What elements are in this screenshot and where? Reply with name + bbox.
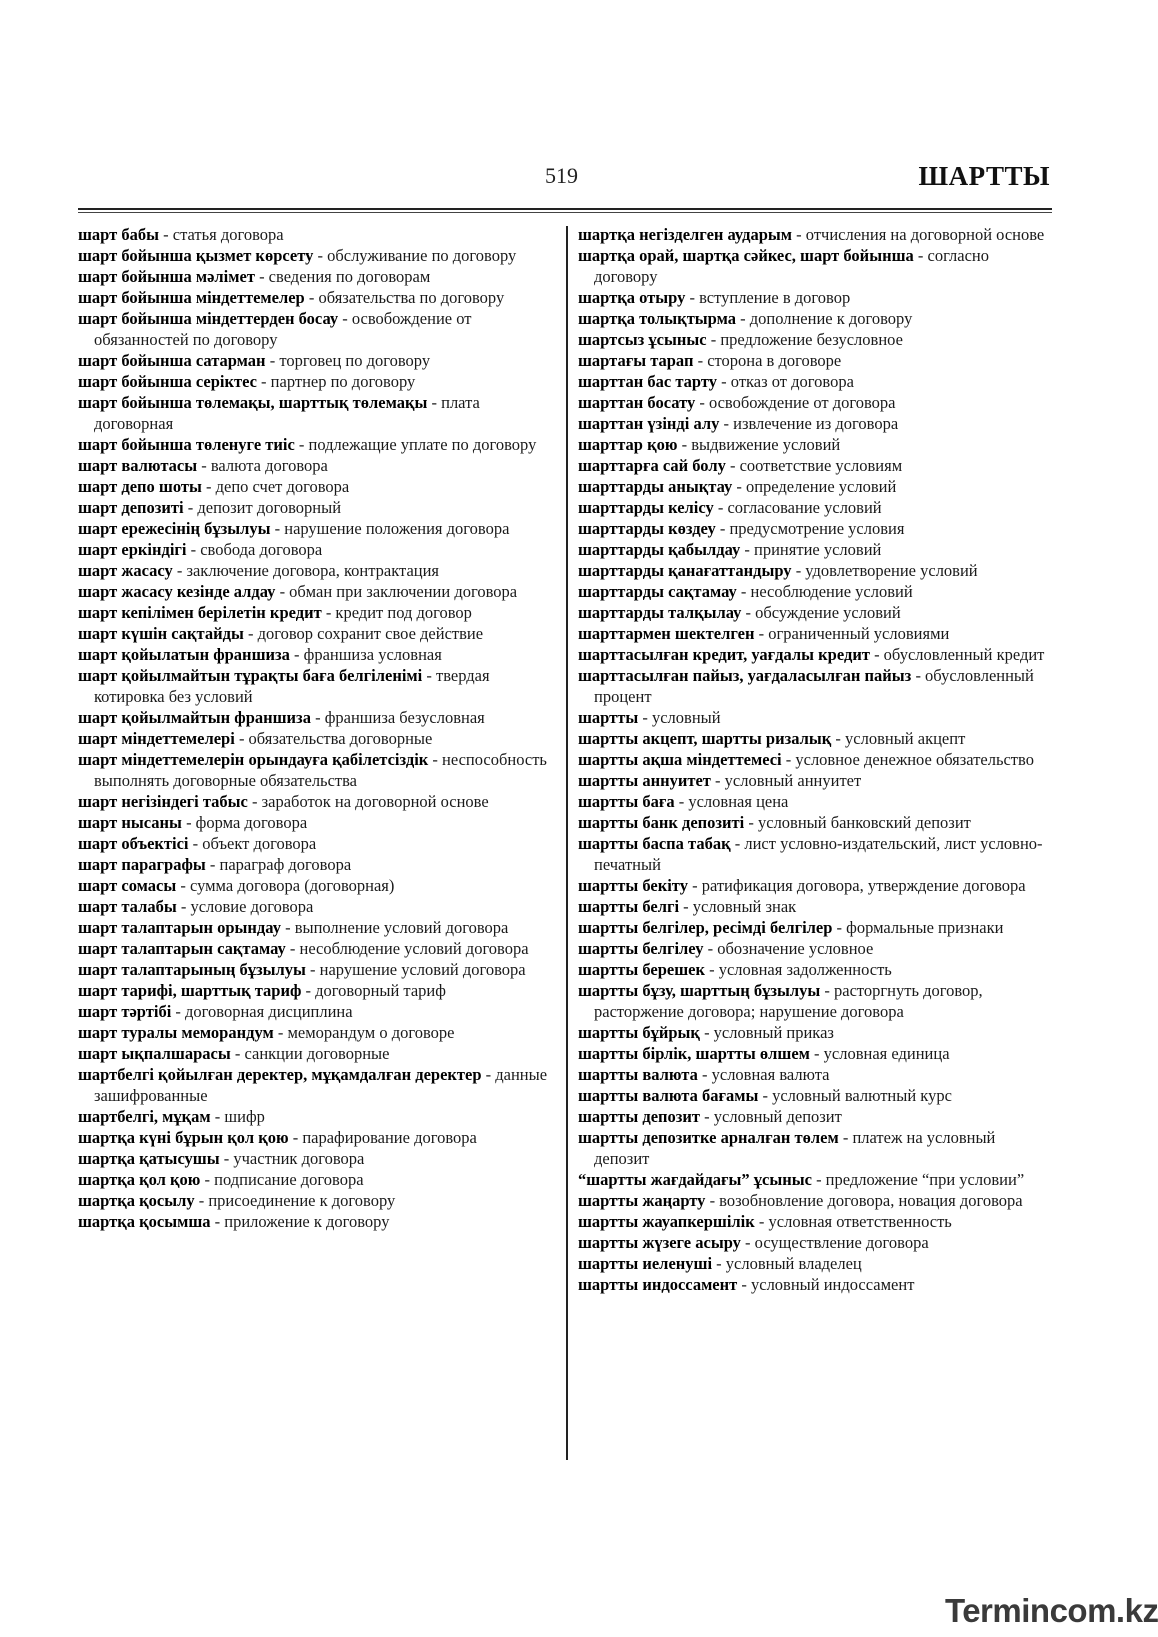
- entry-term: шартты белгі: [578, 897, 680, 916]
- dictionary-entry: [78, 371, 558, 392]
- dictionary-entry: [78, 560, 558, 581]
- dictionary-entry: [578, 1253, 1052, 1274]
- entry-definition: - условный приказ: [699, 1023, 834, 1042]
- entry-term: шартты бұзу, шарттың бұзылуы: [578, 981, 821, 1000]
- entry-term: шартты аннуитет: [578, 771, 711, 790]
- dictionary-entry: [78, 623, 558, 644]
- entry-definition: - освобождение от договора: [695, 393, 896, 412]
- entry-term: шарттармен шектелген: [578, 624, 755, 643]
- dictionary-entry: [578, 1085, 1052, 1106]
- entry-term: шарттарды келісу: [578, 498, 714, 517]
- dictionary-entry: [578, 644, 1052, 665]
- dictionary-entry: [578, 707, 1052, 728]
- entry-term: шарт талаптарының бұзылуы: [78, 960, 306, 979]
- dictionary-entry: [578, 1190, 1052, 1211]
- dictionary-entry: [578, 350, 1052, 371]
- entry-definition: - условный аннуитет: [710, 771, 862, 790]
- entry-definition: - принятие условий: [740, 540, 882, 559]
- entry-term: шарт талабы: [78, 897, 177, 916]
- dictionary-entry: [578, 1274, 1052, 1295]
- entry-term: шартты бірлік, шартты өлшем: [578, 1044, 810, 1063]
- dictionary-entry: [78, 581, 558, 602]
- entry-definition: - нарушение положения договора: [270, 519, 510, 538]
- entry-definition: - условный индоссамент: [737, 1275, 915, 1294]
- entry-definition: - согласование условий: [713, 498, 882, 517]
- entry-term: “шартты жағдайдағы” ұсыныс: [578, 1170, 812, 1189]
- dictionary-entry: [578, 224, 1052, 245]
- dictionary-entry: [78, 308, 558, 350]
- dictionary-entry: [78, 497, 558, 518]
- entry-term: шартбелгі қойылған деректер, мұқамдалған деректер: [78, 1065, 482, 1084]
- entry-definition: - шифр: [210, 1107, 265, 1126]
- dictionary-entry: [578, 1127, 1052, 1169]
- dictionary-entry: [78, 476, 558, 497]
- entry-definition: - условный банковский депозит: [744, 813, 971, 832]
- entry-term: шарттарға сай болу: [578, 456, 726, 475]
- entry-term: шарттарды қанағаттандыру: [578, 561, 792, 580]
- entry-definition: - возобновление договора, новация договора: [705, 1191, 1023, 1210]
- entry-definition: - кредит под договор: [321, 603, 472, 622]
- entry-definition: - несоблюдение условий договора: [285, 939, 529, 958]
- entry-definition: - франшиза условная: [289, 645, 442, 664]
- entry-term: шарттарды талқылау: [578, 603, 742, 622]
- entry-term: шартты депозитке арналған төлем: [578, 1128, 839, 1147]
- dictionary-entry: [578, 308, 1052, 329]
- dictionary-entry: [78, 1064, 558, 1106]
- entry-definition: - сведения по договорам: [254, 267, 431, 286]
- dictionary-entry: [78, 644, 558, 665]
- entry-definition: - депо счет договора: [201, 477, 350, 496]
- entry-definition: - партнер по договору: [256, 372, 416, 391]
- dictionary-entry: [578, 959, 1052, 980]
- dictionary-entry: [578, 392, 1052, 413]
- entry-term: шартқа толықтырма: [578, 309, 736, 328]
- dictionary-entry: [78, 287, 558, 308]
- dictionary-entry: [578, 749, 1052, 770]
- dictionary-entry: [78, 1106, 558, 1127]
- dictionary-entry: [78, 959, 558, 980]
- entry-term: шарт нысаны: [78, 813, 182, 832]
- entry-term: шартқа негізделген аударым: [578, 225, 793, 244]
- entry-definition: - свобода договора: [186, 540, 323, 559]
- entry-term: шарттан бас тарту: [578, 372, 718, 391]
- entry-definition: - предложение безусловное: [706, 330, 903, 349]
- entry-term: шарт депозиті: [78, 498, 184, 517]
- entry-definition: - условное денежное обязательство: [781, 750, 1034, 769]
- entry-definition: - дополнение к договору: [735, 309, 913, 328]
- entry-term: шарт бабы: [78, 225, 160, 244]
- entry-definition: - расторгнуть договор, расторжение договора; нарушение договора: [594, 981, 983, 1021]
- dictionary-entry: [78, 1190, 558, 1211]
- dictionary-entry: [78, 1043, 558, 1064]
- entry-term: шартты берешек: [578, 960, 705, 979]
- dictionary-entry: [578, 812, 1052, 833]
- entry-definition: - приложение к договору: [210, 1212, 390, 1231]
- entry-term: шарт ережесінің бұзылуы: [78, 519, 271, 538]
- entry-definition: - договорная дисциплина: [171, 1002, 353, 1021]
- dictionary-entry: [578, 434, 1052, 455]
- dictionary-entry: [78, 980, 558, 1001]
- entry-definition: - объект договора: [188, 834, 317, 853]
- entry-definition: - осуществление договора: [740, 1233, 929, 1252]
- dictionary-entry: [578, 896, 1052, 917]
- entry-definition: - ограниченный условиями: [754, 624, 950, 643]
- dictionary-entry: [78, 707, 558, 728]
- dictionary-entry: [578, 833, 1052, 875]
- entry-term: шартты иеленуші: [578, 1254, 713, 1273]
- entry-definition: - условный знак: [679, 897, 797, 916]
- entry-term: шарт бойынша қызмет көрсету: [78, 246, 314, 265]
- entry-definition: - отказ от договора: [717, 372, 854, 391]
- dictionary-entry: [78, 1169, 558, 1190]
- dictionary-entry: [78, 266, 558, 287]
- entry-definition: - условный: [638, 708, 721, 727]
- entry-definition: - освобождение от обязанностей по договору: [94, 309, 472, 349]
- entry-definition: - обсуждение условий: [741, 603, 901, 622]
- entry-definition: - данные зашифрованные: [94, 1065, 548, 1105]
- entry-term: шарттарды көздеу: [578, 519, 716, 538]
- entry-term: шарттарды қабылдау: [578, 540, 741, 559]
- entry-definition: - условная ответственность: [754, 1212, 952, 1231]
- entry-term: шарт туралы меморандум: [78, 1023, 274, 1042]
- dictionary-entry: [578, 938, 1052, 959]
- entry-term: шартты баға: [578, 792, 675, 811]
- entry-definition: - удовлетворение условий: [791, 561, 978, 580]
- entry-term: шартқа қол қою: [78, 1170, 201, 1189]
- entry-definition: - параграф договора: [205, 855, 352, 874]
- entry-term: шарт бойынша төленуге тиіс: [78, 435, 295, 454]
- entry-definition: - условный акцепт: [831, 729, 966, 748]
- entry-definition: - форма договора: [181, 813, 308, 832]
- entry-definition: - заработок на договорной основе: [247, 792, 489, 811]
- entry-definition: - сумма договора (договорная): [176, 876, 395, 895]
- dictionary-entry: [78, 938, 558, 959]
- entry-term: шартты белгілер, ресімді белгілер: [578, 918, 833, 937]
- entry-definition: - сторона в договоре: [693, 351, 842, 370]
- entry-definition: - условный депозит: [700, 1107, 842, 1126]
- running-head: ШАРТТЫ: [918, 161, 1050, 191]
- entry-definition: - условная задолженность: [704, 960, 892, 979]
- dictionary-entry: [578, 1211, 1052, 1232]
- dictionary-entry: [78, 791, 558, 812]
- entry-term: шартты: [578, 708, 639, 727]
- entry-term: шартты жауапкершілік: [578, 1212, 755, 1231]
- dictionary-entry: [578, 413, 1052, 434]
- right-column: [578, 224, 1052, 1295]
- entry-term: шарттарды сақтамау: [578, 582, 737, 601]
- dictionary-entry: [78, 854, 558, 875]
- dictionary-entry: [578, 770, 1052, 791]
- dictionary-entry: [78, 434, 558, 455]
- entry-definition: - несоблюдение условий: [736, 582, 913, 601]
- entry-definition: - соответствие условиям: [725, 456, 903, 475]
- entry-definition: - договорный тариф: [301, 981, 446, 1000]
- entry-definition: - меморандум о договоре: [273, 1023, 455, 1042]
- entry-definition: - формальные признаки: [832, 918, 1004, 937]
- entry-definition: - условная единица: [809, 1044, 950, 1063]
- dictionary-entry: [578, 1064, 1052, 1085]
- entry-term: шартағы тарап: [578, 351, 694, 370]
- entry-term: шарт жасасу кезінде алдау: [78, 582, 276, 601]
- entry-term: шарттан босату: [578, 393, 696, 412]
- entry-term: шартқа қатысушы: [78, 1149, 220, 1168]
- entry-definition: - заключение договора, контрактация: [172, 561, 440, 580]
- dictionary-entry: [578, 245, 1052, 287]
- entry-definition: - платеж на условный депозит: [594, 1128, 996, 1168]
- dictionary-entry: [578, 917, 1052, 938]
- dictionary-entry: [578, 1043, 1052, 1064]
- entry-term: шартты баспа табақ: [578, 834, 731, 853]
- dictionary-entry: [578, 875, 1052, 896]
- entry-term: шарт жасасу: [78, 561, 173, 580]
- entry-term: шартсыз ұсыныс: [578, 330, 707, 349]
- entry-term: шарттасылған кредит, уағдалы кредит: [578, 645, 870, 664]
- dictionary-entry: [578, 455, 1052, 476]
- entry-term: шарт валютасы: [78, 456, 198, 475]
- dictionary-entry: [78, 812, 558, 833]
- entry-term: шарт сомасы: [78, 876, 177, 895]
- entry-term: шартты депозит: [578, 1107, 701, 1126]
- entry-definition: - обозначение условное: [703, 939, 874, 958]
- entry-definition: - вступление в договор: [685, 288, 851, 307]
- dictionary-entry: [578, 1106, 1052, 1127]
- entry-term: шарт міндеттемелері: [78, 729, 235, 748]
- dictionary-entry: [578, 581, 1052, 602]
- entry-definition: - обслуживание по договору: [313, 246, 517, 265]
- entry-definition: - нарушение условий договора: [305, 960, 526, 979]
- entry-term: шартты валюта: [578, 1065, 698, 1084]
- entry-term: шарт бойынша төлемақы, шарттық төлемақы: [78, 393, 428, 412]
- entry-definition: - предложение “при условии”: [811, 1170, 1025, 1189]
- left-column: [78, 224, 558, 1232]
- entry-term: шарт ықпалшарасы: [78, 1044, 231, 1063]
- entry-term: шарт объектісі: [78, 834, 189, 853]
- entry-term: шарттар қою: [578, 435, 678, 454]
- entry-definition: - обман при заключении договора: [275, 582, 518, 601]
- entry-definition: - отчисления на договорной основе: [792, 225, 1045, 244]
- entry-definition: - выполнение условий договора: [280, 918, 509, 937]
- entry-definition: - присоединение к договору: [194, 1191, 396, 1210]
- dictionary-entry: [578, 1022, 1052, 1043]
- entry-definition: - условный валютный курс: [758, 1086, 952, 1105]
- entry-term: шартты бұйрық: [578, 1023, 700, 1042]
- entry-term: шарт бойынша сатарман: [78, 351, 266, 370]
- entry-definition: - обусловленный процент: [594, 666, 1034, 706]
- dictionary-entry: [578, 602, 1052, 623]
- dictionary-entry: [78, 1127, 558, 1148]
- entry-term: шарт қойылатын франшиза: [78, 645, 290, 664]
- dictionary-entry: [578, 1169, 1052, 1190]
- dictionary-entry: [78, 455, 558, 476]
- entry-definition: - плата договорная: [94, 393, 480, 433]
- entry-term: шартқа қосымша: [78, 1212, 211, 1231]
- dictionary-entry: [78, 833, 558, 854]
- dictionary-entry: [78, 518, 558, 539]
- dictionary-entry: [578, 497, 1052, 518]
- entry-term: шартты валюта бағамы: [578, 1086, 759, 1105]
- dictionary-entry: [78, 1001, 558, 1022]
- entry-term: шартбелгі, мұқам: [78, 1107, 211, 1126]
- entry-definition: - лист условно-издательский, лист условно-печатный: [594, 834, 1043, 874]
- entry-definition: - депозит договорный: [183, 498, 342, 517]
- entry-term: шарт бойынша мәлімет: [78, 267, 255, 286]
- dictionary-entry: [578, 539, 1052, 560]
- entry-definition: - парафирование договора: [288, 1128, 477, 1147]
- entry-term: шартқа орай, шартқа сәйкес, шарт бойынша: [578, 246, 914, 265]
- entry-term: шарт бойынша серіктес: [78, 372, 257, 391]
- dictionary-entry: [78, 392, 558, 434]
- dictionary-entry: [578, 518, 1052, 539]
- dictionary-entry: [78, 896, 558, 917]
- entry-term: шарт негізіндегі табыс: [78, 792, 248, 811]
- entry-term: шартты ақша міндеттемесі: [578, 750, 782, 769]
- entry-definition: - договор сохранит свое действие: [243, 624, 484, 643]
- dictionary-entry: [578, 728, 1052, 749]
- entry-definition: - статья договора: [159, 225, 284, 244]
- dictionary-entry: [78, 917, 558, 938]
- entry-term: шарттасылған пайыз, уағдаласылған пайыз: [578, 666, 912, 685]
- dictionary-entry: [78, 728, 558, 749]
- watermark-logo: Termincom.kz: [945, 1592, 1158, 1629]
- entry-term: шартқа қосылу: [78, 1191, 195, 1210]
- entry-definition: - торговец по договору: [265, 351, 431, 370]
- entry-definition: - обусловленный кредит: [869, 645, 1045, 664]
- entry-term: шартты индоссамент: [578, 1275, 738, 1294]
- entry-term: шартты акцепт, шартты ризалық: [578, 729, 832, 748]
- entry-term: шартты белгілеу: [578, 939, 704, 958]
- dictionary-entry: [78, 1211, 558, 1232]
- header-rule: [78, 208, 1052, 210]
- dictionary-entry: [578, 371, 1052, 392]
- dictionary-entry: [78, 245, 558, 266]
- entry-definition: - франшиза безусловная: [310, 708, 485, 727]
- dictionary-entry: [78, 350, 558, 371]
- entry-definition: - обязательства договорные: [234, 729, 433, 748]
- entry-term: шарт бойынша міндеттерден босау: [78, 309, 339, 328]
- dictionary-entry: [78, 875, 558, 896]
- dictionary-entry: [578, 791, 1052, 812]
- entry-term: шарт міндеттемелерін орындауға қабілетсіздік: [78, 750, 429, 769]
- entry-term: шартты жүзеге асыру: [578, 1233, 741, 1252]
- entry-definition: - неспособность выполнять договорные обязательства: [94, 750, 547, 790]
- dictionary-entry: [578, 476, 1052, 497]
- entry-definition: - обязательства по договору: [304, 288, 505, 307]
- entry-definition: - подписание договора: [200, 1170, 364, 1189]
- dictionary-entry: [578, 665, 1052, 707]
- entry-term: шарт параграфы: [78, 855, 206, 874]
- entry-definition: - предусмотрение условия: [715, 519, 905, 538]
- entry-term: шарт күшін сақтайды: [78, 624, 244, 643]
- entry-term: шарт қойылмайтын тұрақты баға белгіленімі: [78, 666, 423, 685]
- dictionary-entry: [78, 1022, 558, 1043]
- dictionary-entry: [578, 287, 1052, 308]
- entry-term: шартқа күні бұрын қол қою: [78, 1128, 289, 1147]
- dictionary-entry: [578, 1232, 1052, 1253]
- entry-term: шарттан үзінді алу: [578, 414, 720, 433]
- entry-definition: - санкции договорные: [230, 1044, 390, 1063]
- entry-definition: - условная валюта: [697, 1065, 830, 1084]
- entry-definition: - условная цена: [674, 792, 789, 811]
- entry-term: шартты жаңарту: [578, 1191, 706, 1210]
- dictionary-entry: [78, 749, 558, 791]
- entry-term: шарт талаптарын сақтамау: [78, 939, 286, 958]
- entry-term: шарт депо шоты: [78, 477, 202, 496]
- dictionary-entry: [78, 224, 558, 245]
- entry-term: шарт тарифі, шарттық тариф: [78, 981, 302, 1000]
- page-number: 519: [545, 163, 578, 188]
- entry-definition: - условие договора: [176, 897, 314, 916]
- entry-definition: - определение условий: [732, 477, 897, 496]
- entry-term: шартты банк депозиті: [578, 813, 745, 832]
- entry-definition: - выдвижение условий: [677, 435, 841, 454]
- dictionary-entry: [578, 980, 1052, 1022]
- entry-definition: - подлежащие уплате по договору: [294, 435, 537, 454]
- dictionary-entry: [578, 329, 1052, 350]
- entry-term: шарт еркіндігі: [78, 540, 187, 559]
- entry-definition: - участник договора: [219, 1149, 365, 1168]
- entry-definition: - согласно договору: [594, 246, 989, 286]
- entry-term: шарт қойылмайтын франшиза: [78, 708, 311, 727]
- entry-term: шартты бекіту: [578, 876, 688, 895]
- entry-term: шартқа отыру: [578, 288, 686, 307]
- entry-definition: - твердая котировка без условий: [94, 666, 490, 706]
- entry-definition: - извлечение из договора: [719, 414, 899, 433]
- dictionary-entry: [78, 665, 558, 707]
- entry-term: шарт талаптарын орындау: [78, 918, 281, 937]
- dictionary-entry: [578, 560, 1052, 581]
- dictionary-entry: [578, 623, 1052, 644]
- entry-term: шарт тәртібі: [78, 1002, 172, 1021]
- entry-term: шарт бойынша міндеттемелер: [78, 288, 305, 307]
- entry-term: шарт кепілімен берілетін кредит: [78, 603, 322, 622]
- dictionary-entry: [78, 539, 558, 560]
- dictionary-entry: [78, 602, 558, 623]
- dictionary-entry: [78, 1148, 558, 1169]
- entry-term: шарттарды анықтау: [578, 477, 733, 496]
- header-rule-thin: [78, 212, 1052, 213]
- entry-definition: - условный владелец: [712, 1254, 862, 1273]
- entry-definition: - ратификация договора, утверждение договора: [687, 876, 1026, 895]
- entry-definition: - валюта договора: [197, 456, 328, 475]
- column-divider: [566, 226, 568, 1460]
